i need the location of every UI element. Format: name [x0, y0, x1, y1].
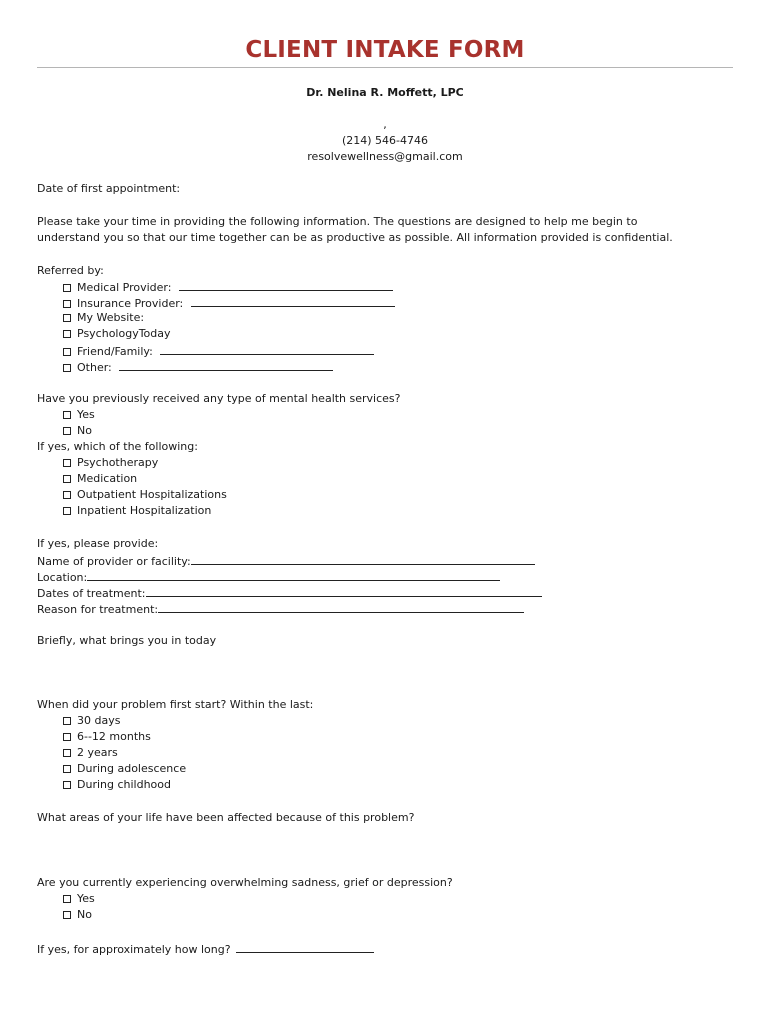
checkbox[interactable]: [63, 765, 71, 773]
field-label: Reason for treatment:: [37, 603, 159, 616]
option-label: During adolescence: [77, 762, 187, 775]
field-label: Name of provider or facility:: [37, 555, 191, 568]
field-label: Location:: [37, 571, 88, 584]
referral-option-friend-family[interactable]: [63, 343, 374, 359]
problem-start-30-days[interactable]: [63, 714, 120, 728]
sadness-question: Are you currently experiencing overwhelming sadness, grief or depression?: [37, 876, 453, 889]
referral-option-other[interactable]: [63, 359, 333, 375]
friend-family-blank[interactable]: [160, 343, 374, 355]
service-type-outpatient[interactable]: [63, 488, 227, 502]
checkbox[interactable]: [63, 300, 71, 308]
checkbox[interactable]: [63, 427, 71, 435]
option-label: Inpatient Hospitalization: [77, 504, 212, 517]
brings-you-question: Briefly, what brings you in today: [37, 634, 217, 647]
checkbox[interactable]: [63, 411, 71, 419]
location-field[interactable]: [37, 569, 500, 585]
option-label: Yes: [77, 892, 95, 905]
service-type-psychotherapy[interactable]: [63, 456, 158, 470]
checkbox[interactable]: [63, 475, 71, 483]
option-label: Outpatient Hospitalizations: [77, 488, 227, 501]
insurance-provider-blank[interactable]: [191, 295, 395, 307]
reason-for-treatment-blank[interactable]: [158, 601, 524, 613]
service-type-inpatient[interactable]: [63, 504, 211, 518]
provider-name-blank[interactable]: [191, 553, 535, 565]
checkbox[interactable]: [63, 749, 71, 757]
option-label: During childhood: [77, 778, 171, 791]
checkbox[interactable]: [63, 348, 71, 356]
option-label: Medication: [77, 472, 138, 485]
checkbox[interactable]: [63, 717, 71, 725]
checkbox[interactable]: [63, 330, 71, 338]
option-label: Medical Provider:: [77, 281, 172, 294]
provider-name-field[interactable]: [37, 553, 535, 569]
appointment-date-label: Date of first appointment:: [37, 182, 181, 195]
problem-start-question: When did your problem first start? Within the last:: [37, 698, 314, 711]
service-type-medication[interactable]: [63, 472, 137, 486]
problem-start-6-12-months[interactable]: [63, 730, 151, 744]
checkbox[interactable]: [63, 911, 71, 919]
prior-services-yes[interactable]: [63, 408, 95, 422]
checkbox[interactable]: [63, 284, 71, 292]
reason-for-treatment-field[interactable]: [37, 601, 524, 617]
other-blank[interactable]: [119, 359, 333, 371]
dates-of-treatment-field[interactable]: [37, 585, 542, 601]
option-label: Insurance Provider:: [77, 297, 184, 310]
referral-option-medical[interactable]: [63, 279, 393, 295]
referral-option-insurance[interactable]: [63, 295, 395, 311]
referred-label: Referred by:: [37, 264, 104, 277]
sadness-duration-field[interactable]: [37, 941, 374, 957]
provider-email: resolvewellness@gmail.com: [307, 150, 463, 163]
option-label: 30 days: [77, 714, 121, 727]
option-label: Friend/Family:: [77, 345, 153, 358]
form-title: CLIENT INTAKE FORM: [245, 37, 525, 63]
option-label: PsychologyToday: [77, 327, 171, 340]
areas-affected-question: What areas of your life have been affected because of this problem?: [37, 811, 415, 824]
provider-phone: (214) 546-4746: [341, 134, 429, 147]
prior-services-followup: If yes, which of the following:: [37, 440, 198, 453]
checkbox[interactable]: [63, 364, 71, 372]
provider-address: ,: [383, 118, 387, 131]
option-label: No: [77, 908, 92, 921]
sadness-yes[interactable]: [63, 892, 95, 906]
provider-details-label: If yes, please provide:: [37, 537, 159, 550]
referral-option-website[interactable]: [63, 311, 144, 325]
provider-name: Dr. Nelina R. Moffett, LPC: [306, 86, 464, 99]
option-label: Psychotherapy: [77, 456, 159, 469]
option-label: Other:: [77, 361, 112, 374]
problem-start-2-years[interactable]: [63, 746, 118, 760]
field-label: If yes, for approximately how long?: [37, 943, 231, 956]
problem-start-childhood[interactable]: [63, 778, 171, 792]
location-blank[interactable]: [87, 569, 500, 581]
prior-services-no[interactable]: [63, 424, 92, 438]
medical-provider-blank[interactable]: [179, 279, 393, 291]
prior-services-question: Have you previously received any type of mental health services?: [37, 392, 401, 405]
option-label: My Website:: [77, 311, 145, 324]
option-label: Yes: [77, 408, 95, 421]
field-label: Dates of treatment:: [37, 587, 146, 600]
checkbox[interactable]: [63, 459, 71, 467]
intro-line-2: understand you so that our time together can be as productive as possible. All information provided is confidential.: [37, 231, 673, 244]
checkbox[interactable]: [63, 895, 71, 903]
sadness-no[interactable]: [63, 908, 92, 922]
checkbox[interactable]: [63, 314, 71, 322]
checkbox[interactable]: [63, 733, 71, 741]
option-label: 2 years: [77, 746, 118, 759]
intro-line-1: Please take your time in providing the following information. The questions are designed to help me begin to: [37, 215, 638, 228]
checkbox[interactable]: [63, 491, 71, 499]
checkbox[interactable]: [63, 781, 71, 789]
sadness-duration-blank[interactable]: [236, 941, 374, 953]
option-label: 6--12 months: [77, 730, 151, 743]
problem-start-adolescence[interactable]: [63, 762, 186, 776]
referral-option-psychologytoday[interactable]: [63, 327, 171, 341]
dates-of-treatment-blank[interactable]: [146, 585, 542, 597]
option-label: No: [77, 424, 92, 437]
checkbox[interactable]: [63, 507, 71, 515]
title-divider: [37, 67, 733, 68]
